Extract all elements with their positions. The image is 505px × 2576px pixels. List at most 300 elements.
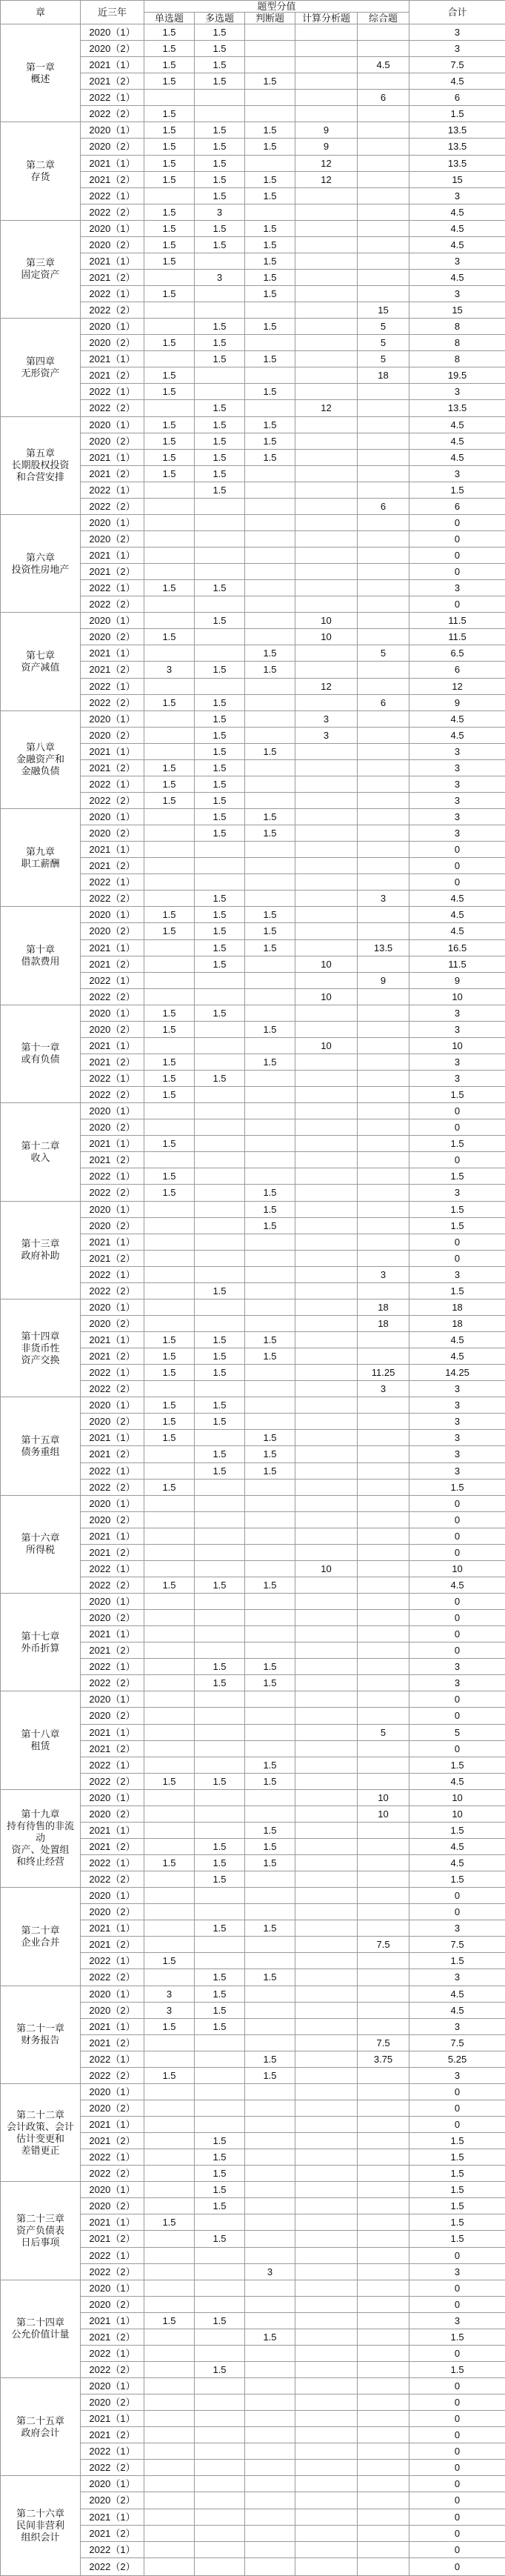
multiple-choice-cell xyxy=(195,1479,245,1495)
true-false-cell xyxy=(245,2296,295,2312)
year-cell: 2021（2） xyxy=(81,171,144,187)
year-cell: 2022（2） xyxy=(81,2263,144,2280)
calculation-analysis-cell xyxy=(295,253,358,269)
year-cell: 2021（1） xyxy=(81,2018,144,2034)
single-choice-cell xyxy=(144,743,195,759)
comprehensive-cell xyxy=(358,2525,409,2541)
true-false-cell xyxy=(245,1708,295,1724)
true-false-cell: 1.5 xyxy=(245,2329,295,2345)
calculation-analysis-cell xyxy=(295,1021,358,1037)
true-false-cell: 1.5 xyxy=(245,122,295,139)
comprehensive-cell xyxy=(358,1773,409,1789)
single-choice-cell xyxy=(144,514,195,530)
single-choice-cell xyxy=(144,1528,195,1544)
calculation-analysis-cell xyxy=(295,842,358,858)
total-cell: 7.5 xyxy=(409,57,505,73)
year-cell: 2022（1） xyxy=(81,286,144,302)
total-cell: 10 xyxy=(409,1805,505,1822)
single-choice-cell: 1.5 xyxy=(144,1136,195,1152)
year-cell: 2022（2） xyxy=(81,1087,144,1103)
single-choice-cell: 3 xyxy=(144,662,195,678)
calculation-analysis-cell xyxy=(295,1217,358,1234)
calculation-analysis-cell xyxy=(295,1250,358,1266)
calculation-analysis-cell xyxy=(295,433,358,449)
true-false-cell xyxy=(245,2149,295,2166)
comprehensive-cell xyxy=(358,1953,409,1969)
comprehensive-cell xyxy=(358,1136,409,1152)
calculation-analysis-cell xyxy=(295,90,358,106)
year-cell: 2022（2） xyxy=(81,302,144,319)
calculation-analysis-cell xyxy=(295,2525,358,2541)
comprehensive-cell xyxy=(358,2345,409,2361)
chapter-line: 第二十六章 xyxy=(16,2508,64,2520)
chapter-cell xyxy=(1,1495,81,1593)
comprehensive-cell xyxy=(358,710,409,727)
multiple-choice-cell: 1.5 xyxy=(195,1855,245,1871)
multiple-choice-cell xyxy=(195,2411,245,2427)
multiple-choice-cell: 1.5 xyxy=(195,662,245,678)
comprehensive-cell xyxy=(358,1152,409,1168)
true-false-cell xyxy=(245,2117,295,2133)
comprehensive-cell xyxy=(358,2378,409,2394)
calculation-analysis-cell xyxy=(295,1511,358,1528)
multiple-choice-cell: 1.5 xyxy=(195,1071,245,1087)
single-choice-cell: 1.5 xyxy=(144,220,195,236)
chapter-line: 第二十三章 xyxy=(16,2212,64,2224)
single-choice-cell xyxy=(144,1234,195,1250)
year-cell: 2021（2） xyxy=(81,1054,144,1070)
chapter-line: 第十九章 xyxy=(21,1808,60,1820)
year-cell: 2020（2） xyxy=(81,923,144,939)
total-cell: 0 xyxy=(409,2378,505,2394)
total-cell: 3 xyxy=(409,1675,505,1691)
chapter-line: 外币折算 xyxy=(21,1642,60,1654)
table-row xyxy=(1,809,505,825)
year-cell: 2020（2） xyxy=(81,41,144,57)
single-choice-cell: 1.5 xyxy=(144,1071,195,1087)
multiple-choice-cell xyxy=(195,858,245,874)
year-cell: 2021（2） xyxy=(81,2329,144,2345)
chapter-line: 民间非营利 xyxy=(16,2520,64,2532)
multiple-choice-cell xyxy=(195,1904,245,1920)
chapter-cell xyxy=(1,1397,81,1495)
single-choice-cell xyxy=(144,548,195,564)
total-cell: 1.5 xyxy=(409,1201,505,1217)
year-cell: 2020（2） xyxy=(81,2394,144,2411)
chapter-cell xyxy=(1,1986,81,2083)
total-cell: 1.5 xyxy=(409,2214,505,2231)
true-false-cell: 1.5 xyxy=(245,1462,295,1479)
table-row xyxy=(1,2182,505,2198)
total-cell: 4.5 xyxy=(409,269,505,285)
calculation-analysis-cell: 10 xyxy=(295,988,358,1005)
true-false-cell: 1.5 xyxy=(245,1855,295,1871)
year-cell: 2021（2） xyxy=(81,2133,144,2149)
single-choice-cell: 1.5 xyxy=(144,416,195,433)
total-cell: 0 xyxy=(409,1103,505,1119)
total-cell: 8 xyxy=(409,351,505,367)
multiple-choice-cell: 1.5 xyxy=(195,1659,245,1675)
multiple-choice-cell: 1.5 xyxy=(195,1365,245,1381)
multiple-choice-cell: 3 xyxy=(195,269,245,285)
chapter-cell xyxy=(1,710,81,808)
calculation-analysis-cell xyxy=(295,694,358,710)
multiple-choice-cell: 1.5 xyxy=(195,1986,245,2002)
multiple-choice-cell xyxy=(195,1103,245,1119)
multiple-choice-cell: 1.5 xyxy=(195,1462,245,1479)
comprehensive-cell xyxy=(358,122,409,139)
total-cell: 8 xyxy=(409,319,505,335)
true-false-cell xyxy=(245,2280,295,2296)
total-cell: 1.5 xyxy=(409,1282,505,1299)
single-choice-cell xyxy=(144,530,195,547)
single-choice-cell xyxy=(144,319,195,335)
true-false-cell xyxy=(245,1528,295,1544)
multiple-choice-cell xyxy=(195,2051,245,2067)
single-choice-cell: 1.5 xyxy=(144,449,195,465)
single-choice-cell xyxy=(144,2166,195,2182)
total-cell: 0 xyxy=(409,2345,505,2361)
calculation-analysis-cell xyxy=(295,2460,358,2476)
year-cell: 2022（1） xyxy=(81,1266,144,1282)
true-false-cell xyxy=(245,1087,295,1103)
comprehensive-cell xyxy=(358,41,409,57)
total-cell: 0 xyxy=(409,2557,505,2575)
chapter-cell xyxy=(1,2280,81,2377)
true-false-cell xyxy=(245,302,295,319)
comprehensive-cell xyxy=(358,1414,409,1430)
single-choice-cell xyxy=(144,874,195,891)
total-cell: 3 xyxy=(409,1054,505,1070)
chapter-line: 第二十五章 xyxy=(16,2414,64,2426)
single-choice-cell: 1.5 xyxy=(144,629,195,645)
calculation-analysis-cell xyxy=(295,1789,358,1805)
comprehensive-cell xyxy=(358,2509,409,2525)
comprehensive-cell xyxy=(358,2263,409,2280)
chapter-line: 第十三章 xyxy=(21,1238,60,1250)
chapter-line: 第二十章 xyxy=(21,1924,60,1936)
table-row xyxy=(1,2280,505,2296)
chapter-line: 第十四章 xyxy=(21,1330,60,1342)
true-false-cell xyxy=(245,155,295,171)
multiple-choice-cell xyxy=(195,1789,245,1805)
calculation-analysis-cell xyxy=(295,564,358,580)
chapter-line: 所得税 xyxy=(25,1544,55,1556)
comprehensive-cell xyxy=(358,2018,409,2034)
year-cell: 2021（2） xyxy=(81,1348,144,1365)
true-false-cell xyxy=(245,2182,295,2198)
year-cell: 2020（1） xyxy=(81,1986,144,2002)
multiple-choice-cell xyxy=(195,874,245,891)
comprehensive-cell: 13.5 xyxy=(358,939,409,956)
calculation-analysis-cell xyxy=(295,2361,358,2377)
calculation-analysis-cell xyxy=(295,792,358,808)
calculation-analysis-cell xyxy=(295,1315,358,1331)
comprehensive-cell xyxy=(358,416,409,433)
multiple-choice-cell xyxy=(195,2492,245,2509)
true-false-cell: 1.5 xyxy=(245,286,295,302)
multiple-choice-cell xyxy=(195,2247,245,2263)
single-choice-cell xyxy=(144,1643,195,1659)
total-cell: 3 xyxy=(409,253,505,269)
comprehensive-cell xyxy=(358,1528,409,1544)
single-choice-cell xyxy=(144,2411,195,2427)
comprehensive-cell xyxy=(358,874,409,891)
calculation-analysis-cell xyxy=(295,923,358,939)
calculation-analysis-cell xyxy=(295,204,358,220)
total-cell: 3 xyxy=(409,1920,505,1937)
total-cell: 4.5 xyxy=(409,891,505,907)
year-cell: 2020（1） xyxy=(81,319,144,335)
year-cell: 2022（2） xyxy=(81,792,144,808)
calculation-analysis-cell xyxy=(295,2312,358,2329)
single-choice-cell: 1.5 xyxy=(144,57,195,73)
multiple-choice-cell: 1.5 xyxy=(195,41,245,57)
calculation-analysis-cell xyxy=(295,2329,358,2345)
single-choice-cell xyxy=(144,302,195,319)
total-cell: 0 xyxy=(409,1610,505,1626)
total-cell: 14.25 xyxy=(409,1365,505,1381)
comprehensive-cell xyxy=(358,269,409,285)
multiple-choice-cell: 1.5 xyxy=(195,122,245,139)
comprehensive-cell xyxy=(358,530,409,547)
total-cell: 3 xyxy=(409,1462,505,1479)
multiple-choice-cell xyxy=(195,2100,245,2116)
total-cell: 3 xyxy=(409,1005,505,1021)
year-cell: 2021（1） xyxy=(81,548,144,564)
calculation-analysis-cell xyxy=(295,1348,358,1365)
comprehensive-cell: 6 xyxy=(358,694,409,710)
year-cell: 2022（2） xyxy=(81,2361,144,2377)
comprehensive-cell xyxy=(358,2117,409,2133)
calculation-analysis-cell xyxy=(295,2149,358,2166)
comprehensive-cell xyxy=(358,1201,409,1217)
year-cell: 2021（1） xyxy=(81,1920,144,1937)
multiple-choice-cell xyxy=(195,1724,245,1740)
comprehensive-cell xyxy=(358,1610,409,1626)
calculation-analysis-cell xyxy=(295,465,358,482)
true-false-cell xyxy=(245,1315,295,1331)
single-choice-cell xyxy=(144,2443,195,2460)
chapter-cell xyxy=(1,319,81,416)
total-cell: 6 xyxy=(409,498,505,514)
true-false-cell: 1.5 xyxy=(245,1822,295,1838)
multiple-choice-cell xyxy=(195,596,245,613)
single-choice-cell xyxy=(144,187,195,204)
multiple-choice-cell xyxy=(195,1201,245,1217)
calculation-analysis-cell xyxy=(295,187,358,204)
table-body xyxy=(1,24,505,2576)
year-cell: 2021（1） xyxy=(81,1234,144,1250)
comprehensive-cell xyxy=(358,1757,409,1773)
year-cell: 2021（1） xyxy=(81,253,144,269)
single-choice-cell: 1.5 xyxy=(144,1773,195,1789)
true-false-cell xyxy=(245,1544,295,1560)
year-cell: 2020（2） xyxy=(81,1511,144,1528)
total-cell: 13.5 xyxy=(409,400,505,416)
comprehensive-cell xyxy=(358,1250,409,1266)
multiple-choice-cell xyxy=(195,2067,245,2083)
total-cell: 0 xyxy=(409,1528,505,1544)
single-choice-cell xyxy=(144,2361,195,2377)
single-choice-cell xyxy=(144,972,195,988)
header-comprehensive: 综合题 xyxy=(358,13,409,24)
year-cell: 2020（1） xyxy=(81,1201,144,1217)
true-false-cell: 1.5 xyxy=(245,1332,295,1348)
calculation-analysis-cell xyxy=(295,2198,358,2214)
multiple-choice-cell: 1.5 xyxy=(195,727,245,743)
calculation-analysis-cell xyxy=(295,825,358,842)
single-choice-cell xyxy=(144,1904,195,1920)
single-choice-cell: 1.5 xyxy=(144,776,195,792)
single-choice-cell xyxy=(144,2280,195,2296)
true-false-cell xyxy=(245,842,295,858)
year-cell: 2022（1） xyxy=(81,2149,144,2166)
total-cell: 4.5 xyxy=(409,907,505,923)
true-false-cell: 1.5 xyxy=(245,416,295,433)
year-cell: 2020（1） xyxy=(81,24,144,41)
total-cell: 5 xyxy=(409,1724,505,1740)
true-false-cell xyxy=(245,2231,295,2247)
chapter-cell xyxy=(1,1594,81,1691)
comprehensive-cell xyxy=(358,1495,409,1511)
multiple-choice-cell xyxy=(195,1822,245,1838)
single-choice-cell xyxy=(144,988,195,1005)
true-false-cell xyxy=(245,1511,295,1528)
true-false-cell xyxy=(245,710,295,727)
multiple-choice-cell: 1.5 xyxy=(195,1332,245,1348)
total-cell: 1.5 xyxy=(409,2166,505,2182)
multiple-choice-cell: 1.5 xyxy=(195,171,245,187)
total-cell: 3 xyxy=(409,1414,505,1430)
true-false-cell xyxy=(245,564,295,580)
total-cell: 6.5 xyxy=(409,645,505,662)
calculation-analysis-cell xyxy=(295,449,358,465)
calculation-analysis-cell xyxy=(295,1528,358,1544)
total-cell: 0 xyxy=(409,1544,505,1560)
multiple-choice-cell xyxy=(195,106,245,122)
multiple-choice-cell xyxy=(195,2443,245,2460)
calculation-analysis-cell xyxy=(295,482,358,498)
total-cell: 1.5 xyxy=(409,2231,505,2247)
table-row xyxy=(1,1789,505,1805)
single-choice-cell: 1.5 xyxy=(144,759,195,776)
total-cell: 0 xyxy=(409,1511,505,1528)
true-false-cell xyxy=(245,1266,295,1282)
comprehensive-cell xyxy=(358,2083,409,2100)
chapter-cell xyxy=(1,1789,81,1887)
total-cell: 3 xyxy=(409,825,505,842)
single-choice-cell: 1.5 xyxy=(144,1953,195,1969)
comprehensive-cell xyxy=(358,2198,409,2214)
comprehensive-cell xyxy=(358,1087,409,1103)
true-false-cell xyxy=(245,106,295,122)
multiple-choice-cell: 1.5 xyxy=(195,891,245,907)
multiple-choice-cell xyxy=(195,1937,245,1953)
true-false-cell: 1.5 xyxy=(245,1201,295,1217)
true-false-cell xyxy=(245,1740,295,1757)
true-false-cell: 1.5 xyxy=(245,351,295,367)
multiple-choice-cell: 1.5 xyxy=(195,907,245,923)
year-cell: 2022（1） xyxy=(81,2345,144,2361)
chapter-cell xyxy=(1,1299,81,1397)
total-cell: 18 xyxy=(409,1299,505,1315)
total-cell: 8 xyxy=(409,335,505,351)
table-row xyxy=(1,1201,505,1217)
comprehensive-cell xyxy=(358,2182,409,2198)
comprehensive-cell xyxy=(358,253,409,269)
single-choice-cell xyxy=(144,1740,195,1757)
year-cell: 2022（2） xyxy=(81,2067,144,2083)
year-cell: 2020（2） xyxy=(81,825,144,842)
true-false-cell xyxy=(245,1381,295,1397)
year-cell: 2020（2） xyxy=(81,2100,144,2116)
total-cell: 3 xyxy=(409,1430,505,1446)
year-cell: 2022（2） xyxy=(81,694,144,710)
year-cell: 2021（2） xyxy=(81,2427,144,2443)
multiple-choice-cell: 1.5 xyxy=(195,139,245,155)
total-cell: 11.5 xyxy=(409,629,505,645)
single-choice-cell xyxy=(144,842,195,858)
true-false-cell: 1.5 xyxy=(245,1920,295,1937)
chapter-line: 企业合并 xyxy=(21,1936,60,1948)
single-choice-cell xyxy=(144,710,195,727)
single-choice-cell xyxy=(144,90,195,106)
multiple-choice-cell xyxy=(195,1626,245,1643)
chapter-cell xyxy=(1,2182,81,2280)
chapter-line: 和合营安排 xyxy=(16,471,64,483)
true-false-cell xyxy=(245,1594,295,1610)
year-cell: 2021（1） xyxy=(81,1822,144,1838)
single-choice-cell xyxy=(144,2100,195,2116)
true-false-cell xyxy=(245,776,295,792)
comprehensive-cell xyxy=(358,809,409,825)
true-false-cell: 1.5 xyxy=(245,1675,295,1691)
single-choice-cell: 1.5 xyxy=(144,1348,195,1365)
total-cell: 0 xyxy=(409,2117,505,2133)
multiple-choice-cell: 1.5 xyxy=(195,2312,245,2329)
chapter-cell xyxy=(1,416,81,514)
single-choice-cell xyxy=(144,1888,195,1904)
calculation-analysis-cell xyxy=(295,596,358,613)
multiple-choice-cell xyxy=(195,1757,245,1773)
comprehensive-cell xyxy=(358,1626,409,1643)
year-cell: 2021（2） xyxy=(81,367,144,384)
total-cell: 4.5 xyxy=(409,1855,505,1871)
multiple-choice-cell xyxy=(195,530,245,547)
calculation-analysis-cell xyxy=(295,220,358,236)
year-cell: 2022（2） xyxy=(81,1871,144,1888)
comprehensive-cell xyxy=(358,2361,409,2377)
true-false-cell: 1.5 xyxy=(245,171,295,187)
comprehensive-cell xyxy=(358,400,409,416)
comprehensive-cell xyxy=(358,2149,409,2166)
true-false-cell: 1.5 xyxy=(245,384,295,400)
year-cell: 2022（2） xyxy=(81,1773,144,1789)
multiple-choice-cell: 1.5 xyxy=(195,57,245,73)
calculation-analysis-cell xyxy=(295,41,358,57)
single-choice-cell xyxy=(144,2133,195,2149)
total-cell: 4.5 xyxy=(409,236,505,253)
multiple-choice-cell xyxy=(195,1643,245,1659)
total-cell: 4.5 xyxy=(409,204,505,220)
calculation-analysis-cell xyxy=(295,2247,358,2263)
multiple-choice-cell: 1.5 xyxy=(195,1675,245,1691)
calculation-analysis-cell xyxy=(295,1986,358,2002)
year-cell: 2022（1） xyxy=(81,972,144,988)
calculation-analysis-cell xyxy=(295,2492,358,2509)
chapter-line: 第十五章 xyxy=(21,1434,60,1445)
